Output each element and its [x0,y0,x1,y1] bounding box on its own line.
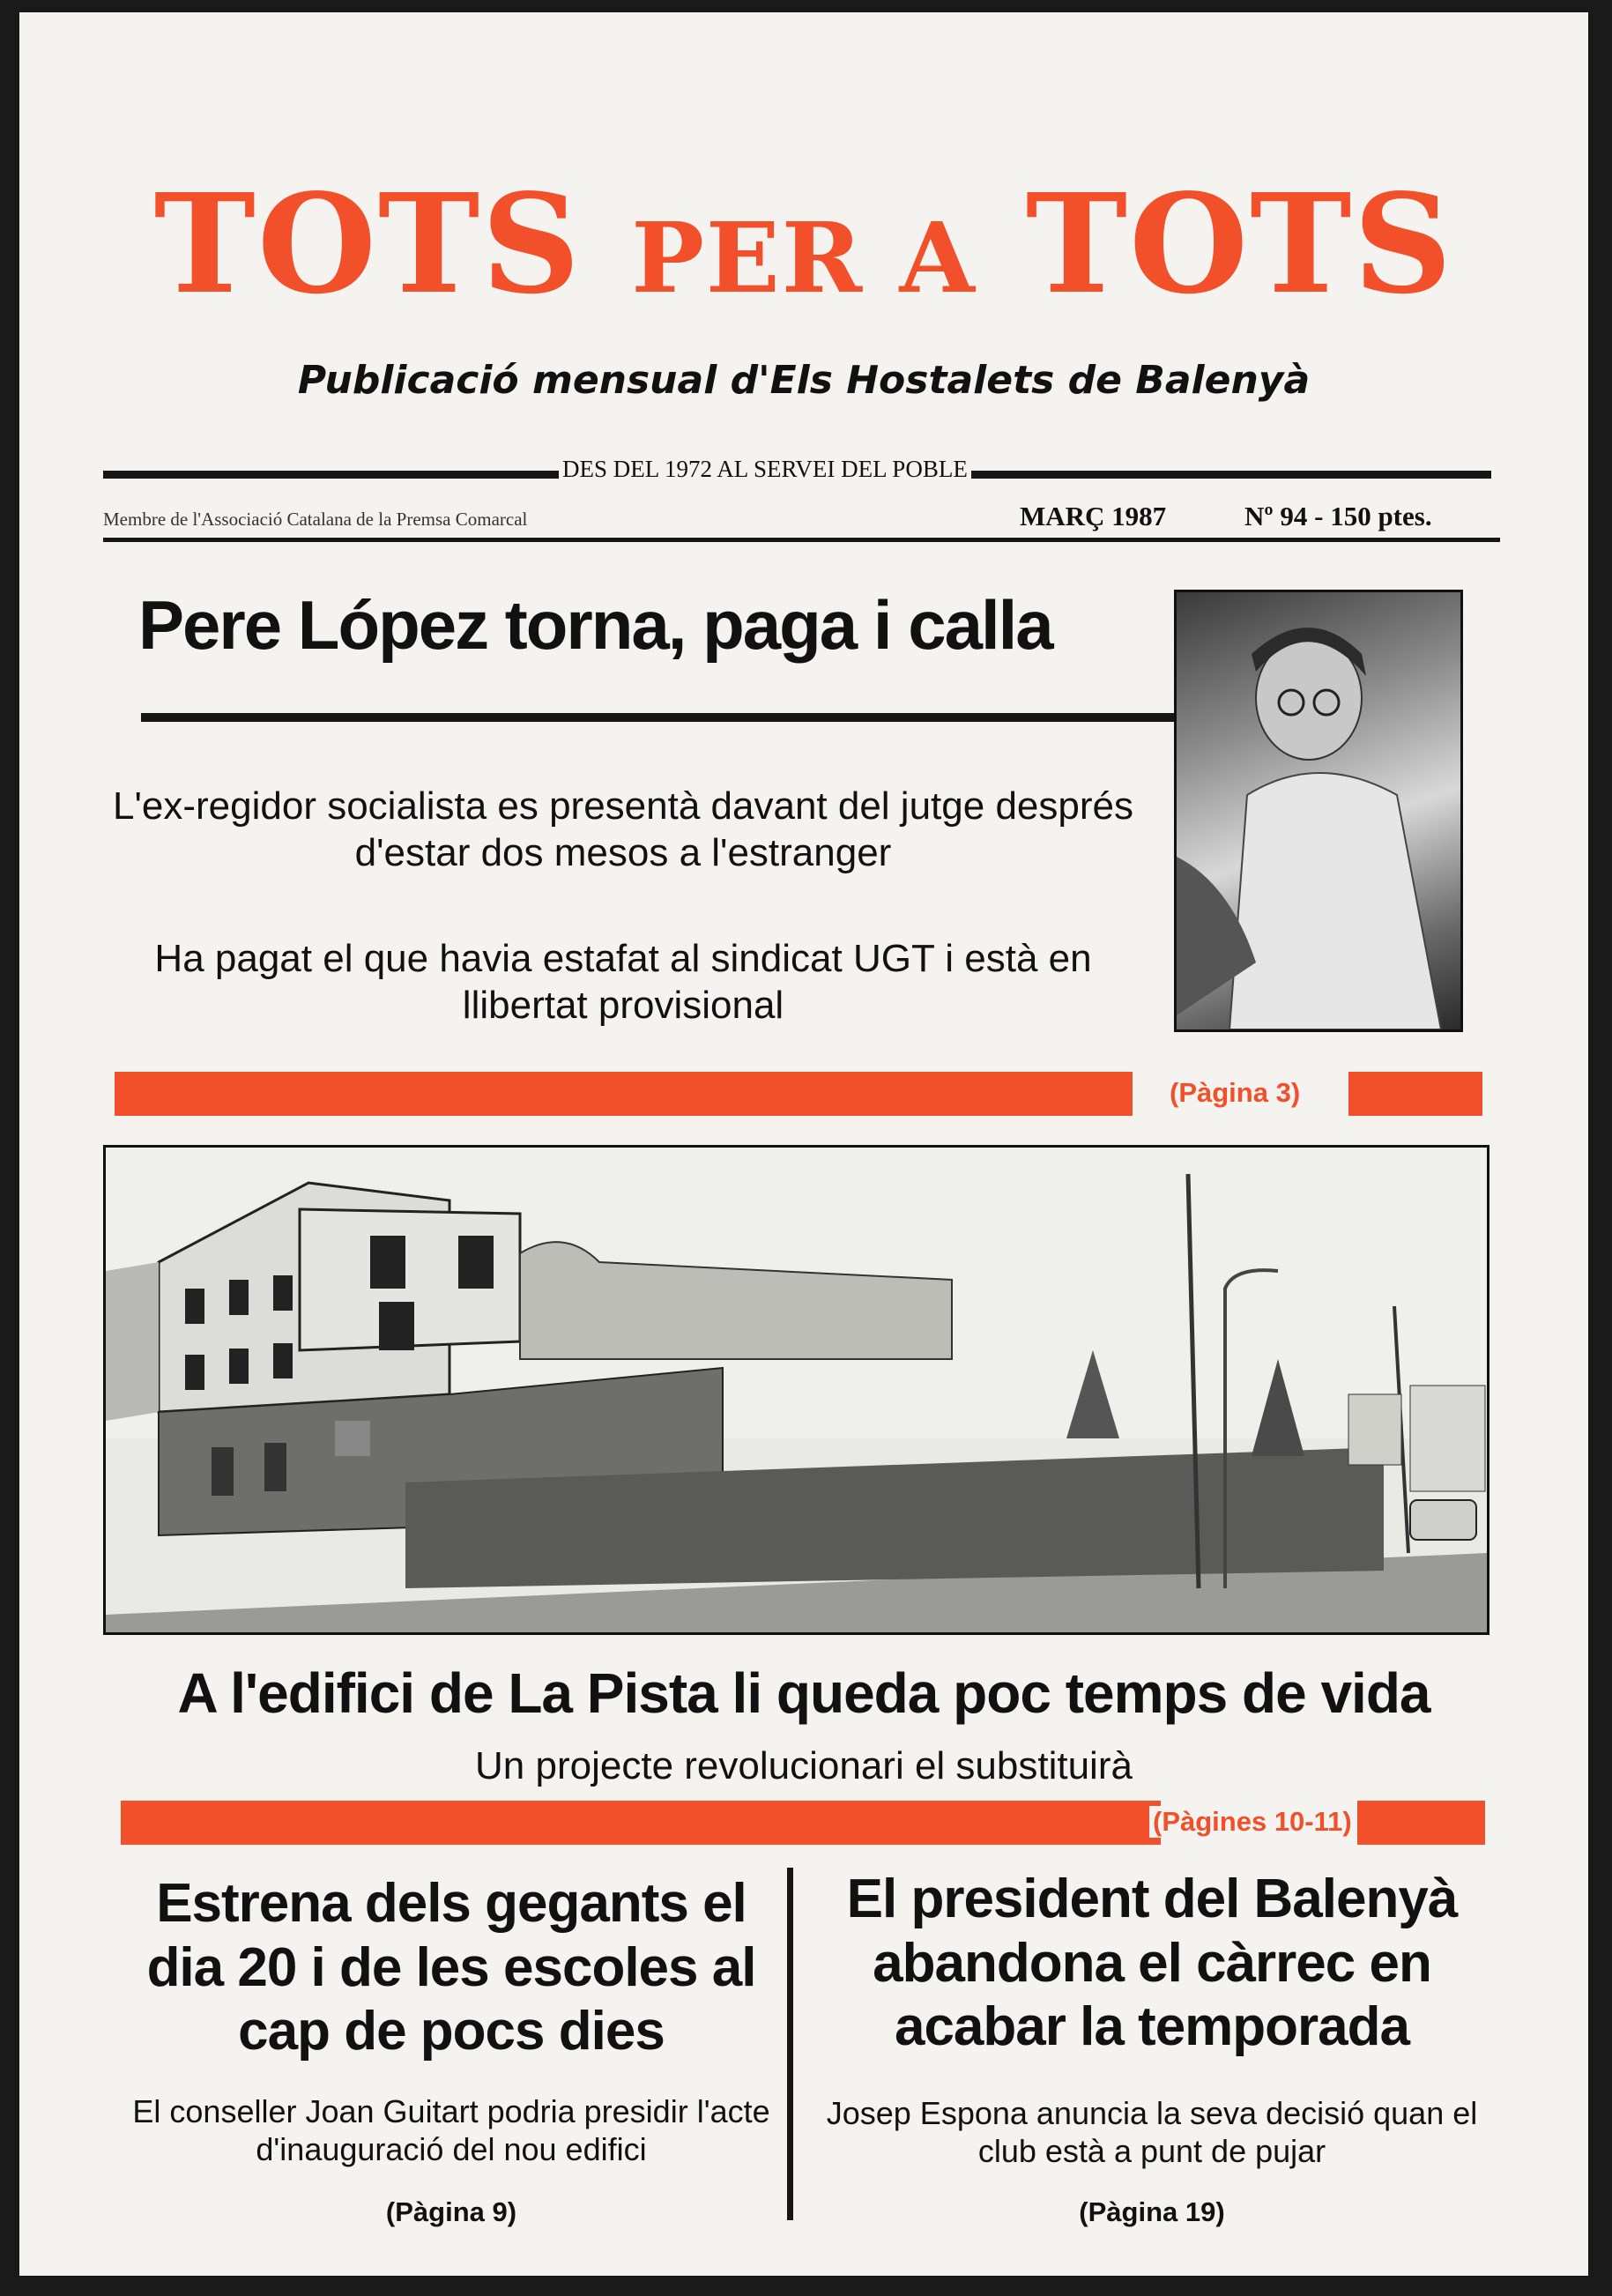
portrait-photo-illustration [1177,592,1460,1029]
building-photo-illustration [106,1148,1487,1632]
lead-deck-1: L'ex-regidor socialista es presentà davant del jutge després d'estar dos mesos a l'estranger [113,784,1133,874]
orange-bar-2-left [121,1801,1161,1845]
second-page-ref: (Pàgines 10-11) [1149,1806,1356,1838]
column-divider [787,1868,793,2220]
left-deck: El conseller Joan Guitart podria presidir l'acte d'inauguració del nou edifici [132,2093,770,2168]
lead-deck-2: Ha pagat el que havia estafat al sindicat UGT i està en llibertat provisional [154,937,1092,1027]
right-deck: Josep Espona anuncia la seva decisió quan el club està a punt de pujar [826,2095,1478,2170]
orange-bar-1-left [115,1072,1133,1116]
masthead-slogan: DES DEL 1972 AL SERVEI DEL POBLE [559,456,971,483]
issue-number-price: Nº 94 - 150 ptes. [1244,501,1432,531]
masthead-rule-bottom [103,538,1500,542]
building-photo [103,1145,1489,1635]
masthead-subtitle: Publicació mensual d'Els Hostalets de Balenyà [297,358,1311,403]
masthead-title [19,163,1588,324]
issue-date: MARÇ 1987 [1020,501,1167,531]
masthead-word-per-a: PER A [631,201,977,315]
lead-headline-rule [141,713,1181,722]
lead-page-ref: (Pàgina 3) [1170,1077,1301,1108]
right-page-ref: (Pàgina 19) [1079,2196,1225,2227]
orange-bar-1-right [1348,1072,1482,1116]
association-member-line: Membre de l'Associació Catalana de la Premsa Comarcal [103,509,528,530]
masthead-word-tots-1: TOTS [153,163,583,324]
masthead-word-tots-2: TOTS [1025,163,1454,324]
orange-bar-2-right [1357,1801,1485,1845]
lead-headline: Pere López torna, paga i calla [138,586,1052,664]
left-headline: Estrena dels gegants el dia 20 i de les escoles al cap de pocs dies [146,1873,756,2062]
second-subheadline: Un projecte revolucionari el substituirà [475,1744,1133,1787]
second-headline: A l'edifici de La Pista li queda poc temps de vida [177,1661,1430,1725]
newspaper-front-page [19,12,1588,2276]
right-headline: El president del Balenyà abandona el càrrec en acabar la temporada [846,1869,1458,2058]
left-page-ref: (Pàgina 9) [385,2196,517,2227]
portrait-photo [1174,590,1463,1032]
